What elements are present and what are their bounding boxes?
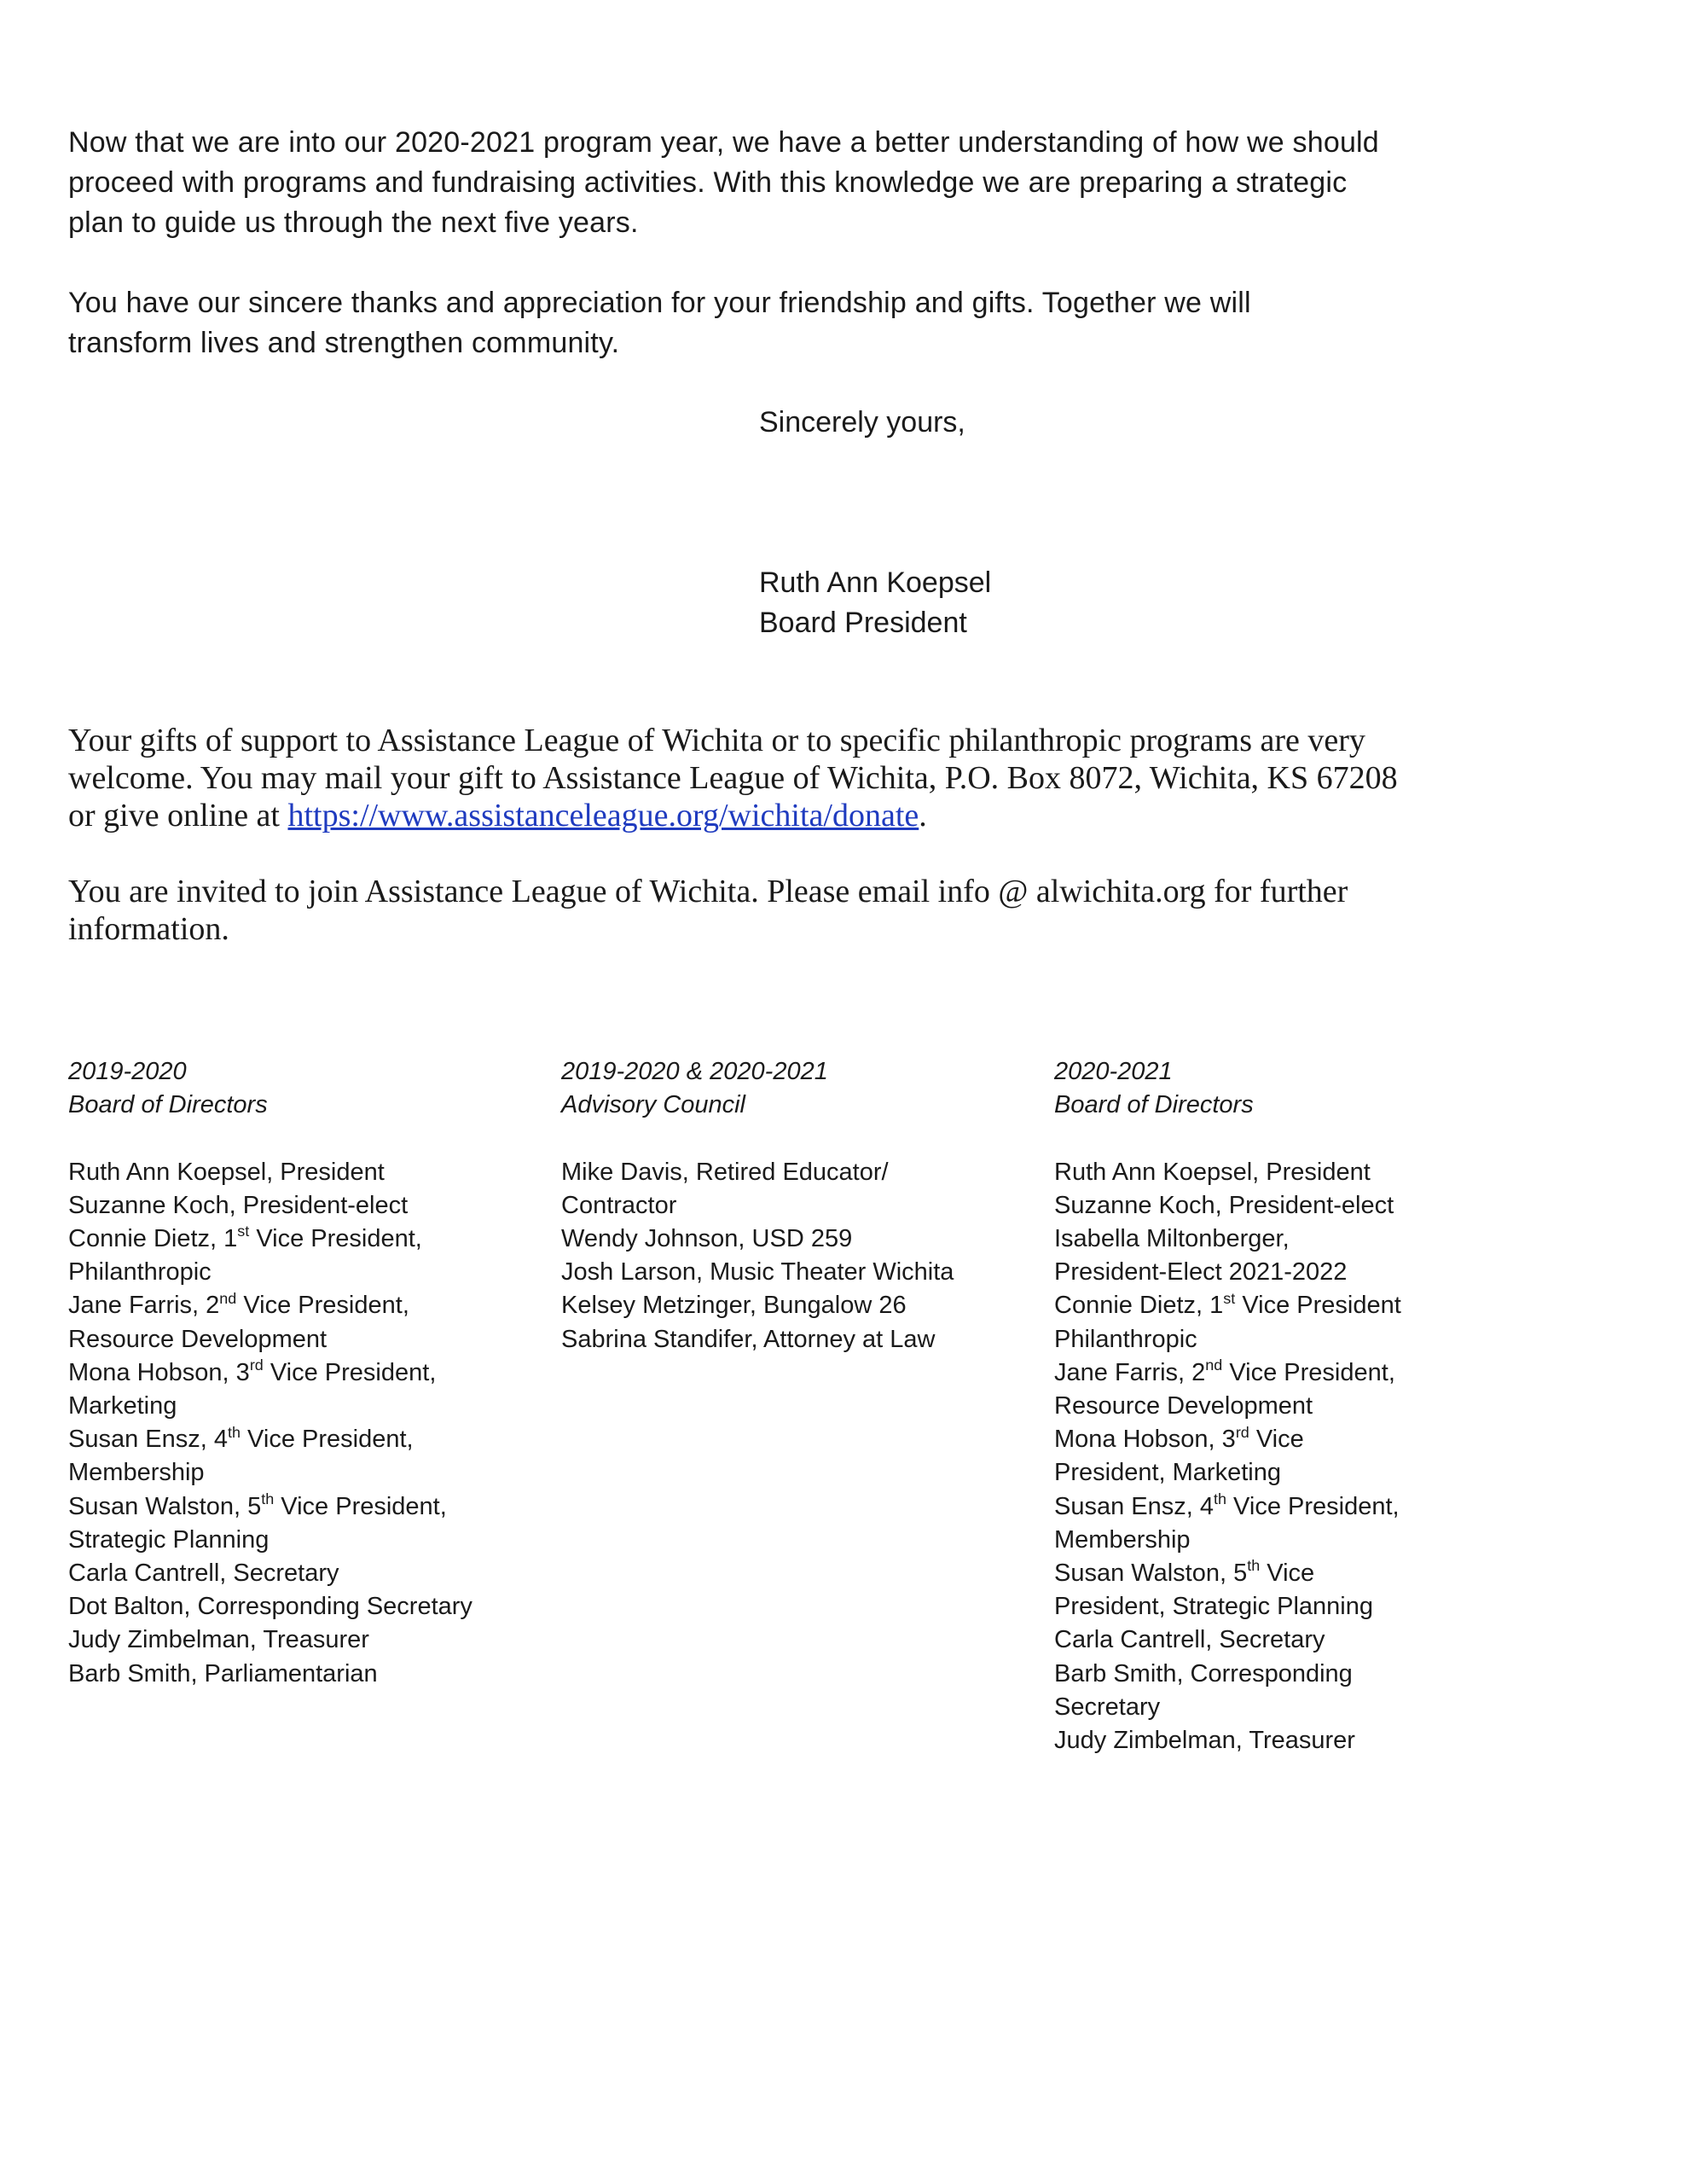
roster-entry: [1054, 1323, 1532, 1356]
roster-entry-text: Carla Cantrell, Secretary: [1054, 1626, 1325, 1654]
board-2019-2020-list: [68, 1156, 546, 1691]
donate-link[interactable]: https://www.assistanceleague.org/wichita/donate: [287, 798, 919, 834]
roster-entry-text: Vice President,: [1222, 1358, 1395, 1386]
roster-entry-text: Josh Larson, Music Theater Wichita: [561, 1258, 954, 1287]
board-2020-2021-column: [1054, 1055, 1532, 1757]
roster-entry-text: Barb Smith, Parliamentarian: [68, 1659, 378, 1687]
roster-entry: [68, 1223, 546, 1256]
roster-entry-text: Vice President,: [236, 1292, 409, 1320]
roster-entry: [68, 1456, 546, 1490]
roster-entry: [561, 1189, 1039, 1223]
roster-entry-text: Mona Hobson, 3: [1054, 1426, 1236, 1454]
roster-entry: [68, 1289, 546, 1322]
roster-entry: [68, 1490, 546, 1524]
roster-entry-text: Vice: [1249, 1426, 1304, 1454]
roster-entry-text: Mona Hobson, 3: [68, 1358, 250, 1386]
roster-entry-text: Susan Ensz, 4: [1054, 1492, 1214, 1520]
roster-entry-text: Susan Ensz, 4: [68, 1426, 228, 1454]
join-paragraph: [68, 873, 1450, 948]
roster-entry-text: President, Strategic Planning: [1054, 1593, 1373, 1621]
roster-entry: [68, 1256, 546, 1289]
signer-title: Board President: [759, 607, 967, 639]
column-heading-title: Board of Directors: [1054, 1091, 1254, 1119]
intro-paragraph: [68, 123, 1450, 243]
join-line: You are invited to join Assistance League of Wichita. Please email info @ alwichita.org for further: [68, 874, 1348, 909]
roster-entry-text: Barb Smith, Corresponding: [1054, 1659, 1353, 1687]
roster-entry: [561, 1256, 1039, 1289]
roster-entry-text: Jane Farris, 2: [68, 1292, 220, 1320]
roster-entry: [561, 1156, 1039, 1189]
roster-entry-text: Vice President,: [263, 1358, 437, 1386]
advisory-council-list: [561, 1156, 1039, 1356]
giving-line: [68, 797, 1450, 834]
roster-entry: [1054, 1623, 1532, 1657]
roster-entry: [68, 1524, 546, 1557]
giving-prefix: or give online at: [68, 798, 288, 834]
roster-entry-text: Philanthropic: [68, 1258, 212, 1287]
roster-entry-text: Jane Farris, 2: [1054, 1358, 1206, 1386]
ordinal-suffix: rd: [1235, 1423, 1249, 1441]
roster-entry: [68, 1156, 546, 1189]
roster-entry: [1054, 1557, 1532, 1590]
roster-entry-text: Vice President,: [249, 1225, 422, 1252]
roster-entry-text: Secretary: [1054, 1693, 1161, 1721]
roster-entry-text: Strategic Planning: [68, 1525, 270, 1554]
roster-entry-text: Judy Zimbelman, Treasurer: [1054, 1727, 1355, 1755]
signer-name: Ruth Ann Koepsel: [759, 566, 992, 599]
roster-entry: [1054, 1590, 1532, 1623]
roster-entry-text: Vice President,: [1226, 1492, 1400, 1520]
roster-entry-text: Vice: [1260, 1560, 1315, 1588]
roster-entry: [1054, 1691, 1532, 1724]
roster-entry-text: Dot Balton, Corresponding Secretary: [68, 1593, 472, 1621]
roster-entry: [1054, 1490, 1532, 1524]
column-spacer: [1054, 1122, 1532, 1155]
column-heading-year: 2019-2020 & 2020-2021: [561, 1058, 828, 1085]
ordinal-suffix: nd: [219, 1289, 237, 1307]
roster-entry: [68, 1189, 546, 1223]
roster-entry-text: Membership: [1054, 1525, 1191, 1554]
roster-entry-text: Susan Walston, 5: [68, 1492, 262, 1520]
column-heading-title: Advisory Council: [561, 1091, 745, 1119]
roster-entry-text: Contractor: [561, 1191, 677, 1219]
roster-entry-text: President, Marketing: [1054, 1459, 1281, 1487]
column-spacer: [561, 1122, 1039, 1155]
intro-line: Now that we are into our 2020-2021 program year, we have a better understanding of how we should: [68, 126, 1379, 159]
thanks-line: transform lives and strengthen community.: [68, 327, 620, 359]
roster-entry-text: Ruth Ann Koepsel, President: [1054, 1158, 1371, 1186]
roster-entry-text: Connie Dietz, 1: [1054, 1292, 1224, 1320]
roster-entry-text: Vice President,: [274, 1492, 447, 1520]
roster-entry: [561, 1223, 1039, 1256]
roster-entry-text: Connie Dietz, 1: [68, 1225, 238, 1252]
thanks-paragraph: [68, 283, 1450, 363]
roster-entry: [68, 1356, 546, 1390]
roster-entry: [1054, 1390, 1532, 1423]
roster-entry-text: Philanthropic: [1054, 1325, 1197, 1353]
roster-entry-text: Isabella Miltonberger,: [1054, 1225, 1290, 1252]
roster-entry-text: Wendy Johnson, USD 259: [561, 1225, 853, 1252]
roster-entry-text: Vice President: [1235, 1292, 1401, 1320]
roster-entry: [1054, 1289, 1532, 1322]
giving-line: Your gifts of support to Assistance League of Wichita or to specific philanthropic programs are very: [68, 723, 1365, 758]
roster-entry: [1054, 1524, 1532, 1557]
roster-entry-text: Resource Development: [68, 1325, 328, 1353]
roster-entry: [1054, 1456, 1532, 1490]
roster-entry-text: Marketing: [68, 1392, 177, 1420]
ordinal-suffix: rd: [249, 1356, 264, 1374]
roster-entry: [68, 1323, 546, 1356]
roster-entry-text: Carla Cantrell, Secretary: [68, 1560, 339, 1588]
intro-line: proceed with programs and fundraising activities. With this knowledge we are preparing a strategic: [68, 166, 1348, 199]
advisory-council-column: [561, 1055, 1039, 1356]
roster-entry: [1054, 1189, 1532, 1223]
roster-entry-text: Susan Walston, 5: [1054, 1560, 1248, 1588]
ordinal-suffix: th: [1247, 1557, 1261, 1575]
roster-entry: [68, 1658, 546, 1691]
ordinal-suffix: th: [1214, 1490, 1226, 1508]
board-2019-2020-column: [68, 1055, 546, 1691]
roster-entry-text: Sabrina Standifer, Attorney at Law: [561, 1325, 936, 1353]
roster-entry-text: Suzanne Koch, President-elect: [1054, 1191, 1394, 1219]
roster-entry: [1054, 1658, 1532, 1691]
join-line: information.: [68, 911, 229, 947]
giving-suffix: .: [919, 798, 927, 834]
roster-entry-text: President-Elect 2021-2022: [1054, 1258, 1348, 1287]
roster-entry-text: Kelsey Metzinger, Bungalow 26: [561, 1292, 907, 1320]
roster-entry-text: Vice President,: [241, 1426, 414, 1454]
roster-entry: [1054, 1223, 1532, 1256]
roster-entry: [1054, 1423, 1532, 1456]
board-2020-2021-list: [1054, 1156, 1532, 1758]
ordinal-suffix: st: [1223, 1289, 1236, 1307]
roster-entry-text: Resource Development: [1054, 1392, 1313, 1420]
intro-line: plan to guide us through the next five years.: [68, 206, 639, 239]
roster-entry-text: Mike Davis, Retired Educator/: [561, 1158, 889, 1186]
closing-salutation: Sincerely yours,: [759, 406, 965, 439]
roster-entry: [561, 1323, 1039, 1356]
column-heading-title: Board of Directors: [68, 1091, 268, 1119]
ordinal-suffix: nd: [1205, 1356, 1223, 1374]
roster-entry: [68, 1423, 546, 1456]
roster-entry-text: Judy Zimbelman, Treasurer: [68, 1626, 369, 1654]
ordinal-suffix: th: [261, 1490, 275, 1508]
roster-entry: [561, 1289, 1039, 1322]
signature-block: [759, 563, 991, 643]
roster-entry: [68, 1623, 546, 1657]
ordinal-suffix: st: [237, 1223, 250, 1240]
roster-entry-text: Membership: [68, 1459, 205, 1487]
roster-entry: [1054, 1356, 1532, 1390]
giving-line: welcome. You may mail your gift to Assistance League of Wichita, P.O. Box 8072, Wichita, KS 67208: [68, 760, 1398, 796]
roster-entry-text: Ruth Ann Koepsel, President: [68, 1158, 385, 1186]
column-spacer: [68, 1122, 546, 1155]
roster-entry: [1054, 1724, 1532, 1757]
roster-entry: [68, 1590, 546, 1623]
giving-paragraph: [68, 722, 1450, 834]
column-heading-year: 2019-2020: [68, 1058, 187, 1085]
roster-entry: [1054, 1256, 1532, 1289]
roster-entry: [1054, 1156, 1532, 1189]
column-heading-year: 2020-2021: [1054, 1058, 1173, 1085]
roster-entry: [68, 1557, 546, 1590]
roster-entry-text: Suzanne Koch, President-elect: [68, 1191, 409, 1219]
roster-entry: [68, 1390, 546, 1423]
ordinal-suffix: th: [228, 1423, 241, 1441]
thanks-line: You have our sincere thanks and appreciation for your friendship and gifts. Together we will: [68, 287, 1251, 319]
